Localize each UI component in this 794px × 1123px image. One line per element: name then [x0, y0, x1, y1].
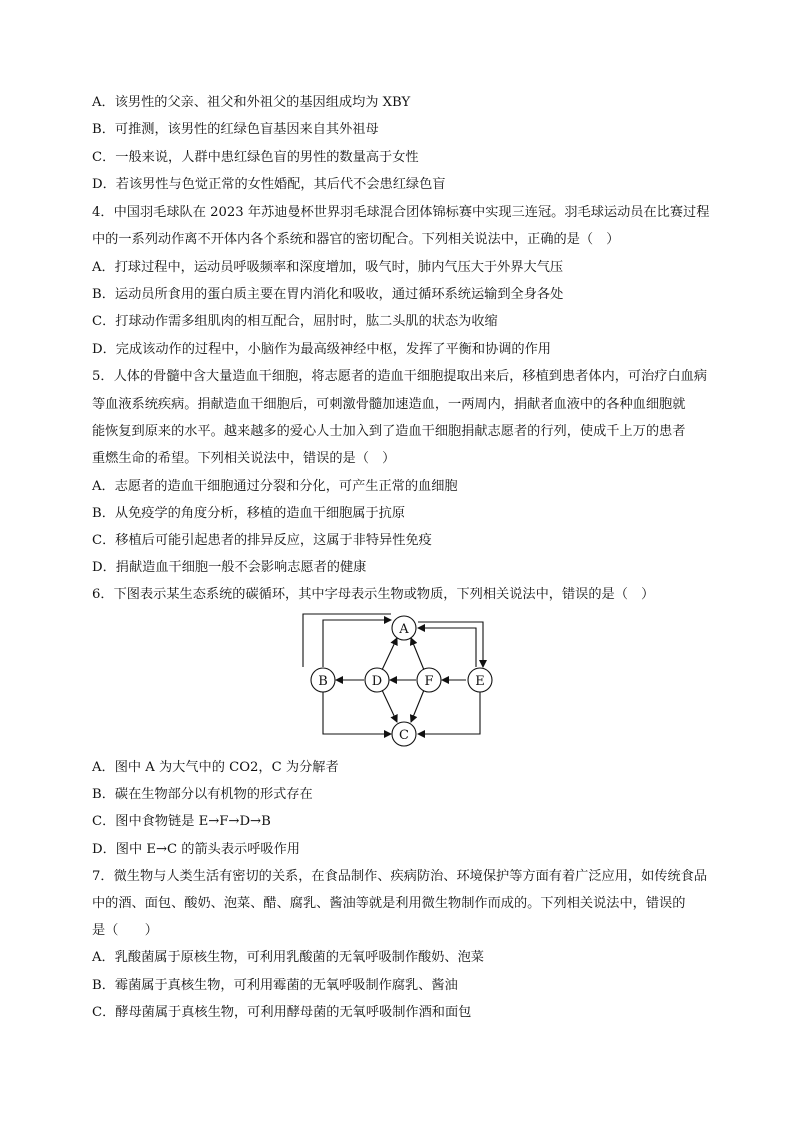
q3-option-c: C．一般来说，人群中患红绿色盲的男性的数量高于女性: [92, 150, 419, 165]
q6-option-d: D．图中 E→C 的箭头表示呼吸作用: [92, 842, 300, 857]
q6-option-a: A．图中 A 为大气中的 CO2，C 为分解者: [92, 760, 339, 775]
q4-option-d: D．完成该动作的过程中，小脑作为最高级神经中枢，发挥了平衡和协调的作用: [92, 342, 551, 357]
arrow-d-to-a: [382, 638, 397, 670]
node-c-label: C: [399, 728, 409, 743]
arrow-f-to-c: [411, 690, 424, 722]
q4-stem-line2: 中的一系列动作离不开体内各个系统和器官的密切配合。下列相关说法中，正确的是（ ）: [92, 232, 620, 247]
q5-stem-line1: 5．人体的骨髓中含大量造血干细胞，将志愿者的造血干细胞提取出来后，移植到患者体内，可治疗白血病: [92, 369, 708, 384]
q5-stem-line3: 能恢复到原来的水平。越来越多的爱心人士加入到了造血干细胞捐献志愿者的行列，使成千上万的患者: [92, 424, 686, 439]
q7-option-c: C．酵母菌属于真核生物，可利用酵母菌的无氧呼吸制作酒和面包: [92, 1005, 472, 1020]
arrow-a-to-e: [418, 622, 483, 667]
q3-option-d: D．若该男性与色觉正常的女性婚配，其后代不会患红绿色盲: [92, 177, 446, 192]
q5-option-b: B．从免疫学的角度分析，移植的造血干细胞属于抗原: [92, 506, 406, 521]
arrow-f-to-a: [411, 638, 424, 670]
q6-option-c: C．图中食物链是 E→F→D→B: [92, 814, 271, 829]
q4-option-c: C．打球动作需多组肌肉的相互配合，屈肘时，肱二头肌的状态为收缩: [92, 314, 498, 329]
q7-stem-line3: 是（ ）: [92, 923, 158, 938]
arrow-b-to-a: [323, 620, 391, 667]
q7-option-a: A．乳酸菌属于原核生物，可利用乳酸菌的无氧呼吸制作酸奶、泡菜: [92, 950, 484, 965]
carbon-cycle-diagram: [290, 612, 510, 752]
q5-option-a: A．志愿者的造血干细胞通过分裂和分化，可产生正常的血细胞: [92, 479, 458, 494]
q3-option-b: B．可推测，该男性的红绿色盲基因来自其外祖母: [92, 122, 379, 137]
q5-stem-line2: 等血液系统疾病。捐献造血干细胞后，可刺激骨髓加速造血，一两周内，捐献者血液中的各种血细胞就: [92, 397, 686, 412]
arrow-b-to-c: [323, 692, 391, 734]
arrow-e-to-a: [418, 628, 476, 667]
arrow-e-to-c: [418, 692, 480, 734]
q4-option-a: A．打球过程中，运动员呼吸频率和深度增加，吸气时，肺内气压大于外界大气压: [92, 260, 564, 275]
q3-option-a: A．该男性的父亲、祖父和外祖父的基因组成均为 XBY: [92, 95, 411, 110]
q7-stem-line2: 中的酒、面包、酸奶、泡菜、醋、腐乳、酱油等就是利用微生物制作而成的。下列相关说法中，错误的: [92, 896, 686, 911]
q5-stem-line4: 重燃生命的希望。下列相关说法中，错误的是（ ）: [92, 451, 396, 466]
node-d-label: D: [371, 674, 383, 689]
q6-option-b: B．碳在生物部分以有机物的形式存在: [92, 787, 313, 802]
q4-stem-line1: 4．中国羽毛球队在 2023 年苏迪曼杯世界羽毛球混合团体锦标赛中实现三连冠。羽毛球运动员在比赛过程: [92, 205, 710, 220]
node-a-label: A: [399, 622, 409, 637]
node-f-label: F: [424, 674, 434, 689]
q5-option-c: C．移植后可能引起患者的排异反应，这属于非特异性免疫: [92, 533, 432, 548]
node-e-label: E: [475, 674, 485, 689]
q7-stem-line1: 7．微生物与人类生活有密切的关系，在食品制作、疾病防治、环境保护等方面有着广泛应用，如传统食品: [92, 869, 708, 884]
q5-option-d: D．捐献造血干细胞一般不会影响志愿者的健康: [92, 560, 367, 575]
node-b-label: B: [318, 674, 328, 689]
q4-option-b: B．运动员所食用的蛋白质主要在胃内消化和吸收，通过循环系统运输到全身各处: [92, 287, 564, 302]
arrow-frame-to-a: [303, 614, 391, 620]
q7-option-b: B．霉菌属于真核生物，可利用霉菌的无氧呼吸制作腐乳、酱油: [92, 978, 458, 993]
arrow-d-to-c: [382, 690, 397, 722]
q6-stem: 6．下图表示某生态系统的碳循环，其中字母表示生物或物质，下列相关说法中，错误的是（ ）: [92, 587, 655, 602]
